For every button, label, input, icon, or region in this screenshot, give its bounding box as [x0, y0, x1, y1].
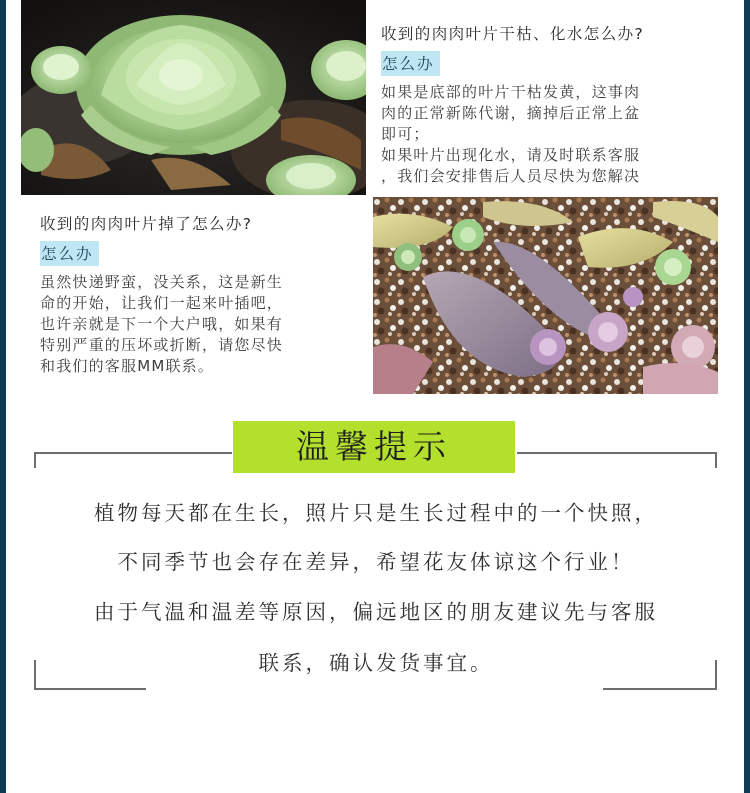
answer-line: 也许亲就是下一个大户哦，如果有	[40, 315, 284, 333]
right-frame-border	[744, 0, 750, 793]
answer-line: 肉的正常新陈代谢，摘掉后正常上盆	[381, 104, 641, 122]
leaf-fallen-question-section	[40, 212, 370, 377]
answer-line: 虽然快递野蛮，没关系，这是新生	[40, 273, 284, 291]
tips-line: 由于气温和温差等原因，偏远地区的朋友建议先与客服	[94, 600, 658, 624]
tips-line: 植物每天都在生长，照片只是生长过程中的一个快照，	[94, 501, 658, 525]
leaf-propagation-photo	[373, 197, 718, 394]
how-to-tag: 怎么办	[381, 51, 440, 76]
leaf-fallen-answer	[40, 272, 370, 377]
tips-frame-top-right	[517, 452, 717, 468]
answer-line: 特别严重的压坏或折断，请您尽快	[40, 336, 284, 354]
tips-line: 不同季节也会存在差异，希望花友体谅这个行业！	[117, 550, 635, 574]
leaf-fallen-question: 收到的肉肉叶片掉了怎么办?	[40, 215, 253, 233]
answer-line: 如果叶片出现化水，请及时联系客服	[381, 146, 641, 164]
answer-line: 如果是底部的叶片干枯发黄，这事肉	[381, 83, 641, 101]
leaf-dry-question: 收到的肉肉叶片干枯、化水怎么办?	[381, 25, 645, 43]
leaf-dry-question-section	[381, 22, 731, 187]
answer-line: 和我们的客服MM联系。	[40, 357, 215, 375]
answer-line: ，我们会安排售后人员尽快为您解决	[381, 167, 641, 185]
left-frame-border	[0, 0, 6, 793]
tips-line: 联系，确认发货事宜。	[258, 651, 494, 675]
tips-title: 温馨提示	[233, 421, 515, 473]
tips-frame-top-left	[34, 452, 232, 468]
succulent-rosette-photo	[21, 0, 366, 195]
how-to-tag: 怎么办	[40, 241, 99, 266]
leaf-dry-answer	[381, 82, 731, 187]
answer-line: 即可；	[381, 125, 430, 143]
answer-line: 命的开始，让我们一起来叶插吧，	[40, 294, 284, 312]
